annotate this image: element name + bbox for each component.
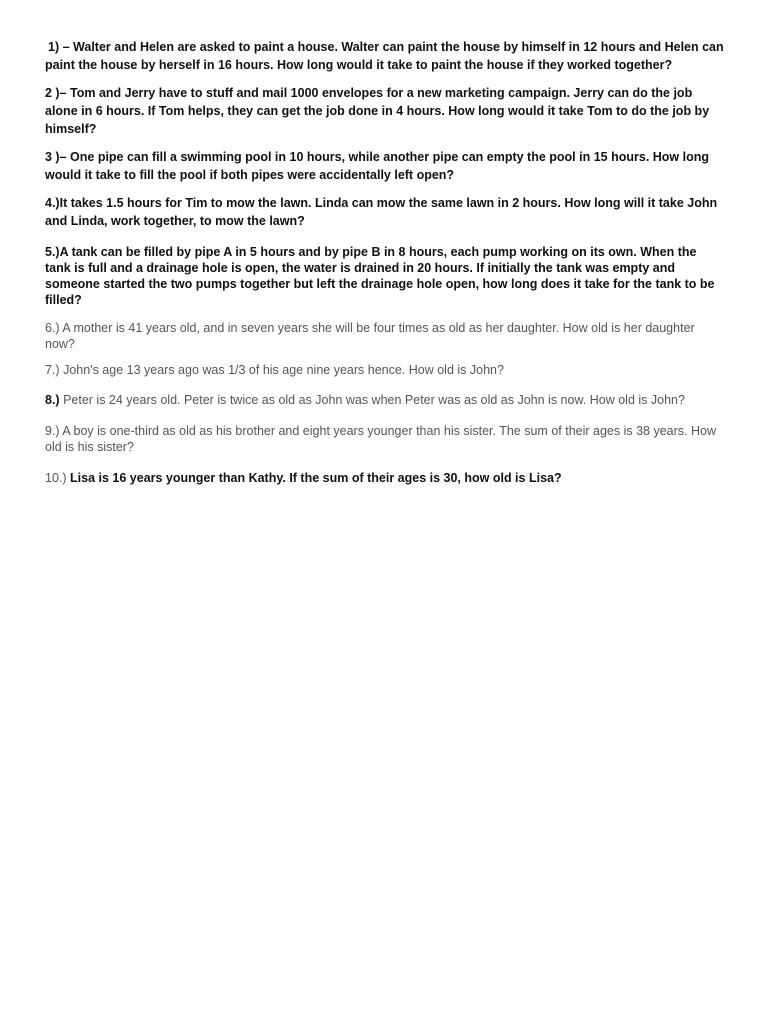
worksheet-page — [45, 38, 725, 486]
problem-text: Walter and Helen are asked to paint a house. Walter can paint the house by himself in 12 hours and Helen can paint the house by herself in 16 hours. How long would it take to paint the house if they worked together? — [45, 40, 724, 72]
problem-10 — [45, 470, 725, 486]
problem-1 — [45, 38, 725, 74]
problem-4 — [45, 194, 725, 230]
problem-8 — [45, 392, 725, 408]
problem-number: 5.) — [45, 245, 60, 259]
problem-number: 10.) — [45, 471, 67, 485]
problem-3 — [45, 148, 725, 184]
problem-text: Peter is 24 years old. Peter is twice as old as John was when Peter was as old as John is now. How old is John? — [63, 393, 685, 407]
problem-number: 6.) — [45, 321, 60, 335]
problem-6 — [45, 320, 725, 352]
problem-9 — [45, 423, 725, 455]
problem-separator: – — [59, 40, 74, 54]
problem-text: One pipe can fill a swimming pool in 10 hours, while another pipe can empty the pool in 15 hours. How long would it take to fill the pool if both pipes were accidentally left open? — [45, 150, 709, 182]
problem-number: 1) — [48, 40, 60, 54]
problem-number: 2 ) — [45, 86, 60, 100]
problem-5 — [45, 244, 725, 308]
problem-number: 3 ) — [45, 150, 60, 164]
problem-number: 8.) — [45, 393, 60, 407]
problem-number: 9.) — [45, 424, 60, 438]
problem-number: 4.) — [45, 196, 60, 210]
problem-text: It takes 1.5 hours for Tim to mow the lawn. Linda can mow the same lawn in 2 hours. How long will it take John and Linda, work together, to mow the lawn? — [45, 196, 718, 228]
problem-number: 7.) — [45, 363, 60, 377]
problem-text: A tank can be filled by pipe A in 5 hours and by pipe B in 8 hours, each pump working on its own. When the tank is full and a drainage hole is open, the water is drained in 20 hours. If initially the tank was empty and someone started the two pumps together but left the drainage hole open, how long does it take for the tank to be filled? — [45, 245, 715, 307]
problem-text: Tom and Jerry have to stuff and mail 1000 envelopes for a new marketing campaign. Jerry can do the job alone in 6 hours. If Tom helps, they can get the job done in 4 hours. How long would it take Tom to do the job by himself? — [45, 86, 710, 136]
problem-text: A mother is 41 years old, and in seven years she will be four times as old as her daughter. How old is her daughter now? — [45, 321, 695, 351]
problem-separator: – — [59, 150, 71, 164]
problem-2 — [45, 84, 725, 138]
problem-7 — [45, 362, 725, 378]
problem-text: A boy is one-third as old as his brother and eight years younger than his sister. The sum of their ages is 38 years. How old is his sister? — [45, 424, 716, 454]
problem-text: Lisa is 16 years younger than Kathy. If the sum of their ages is 30, how old is Lisa? — [70, 471, 562, 485]
problem-separator: – — [59, 86, 71, 100]
problem-text: John's age 13 years ago was 1/3 of his age nine years hence. How old is John? — [63, 363, 504, 377]
